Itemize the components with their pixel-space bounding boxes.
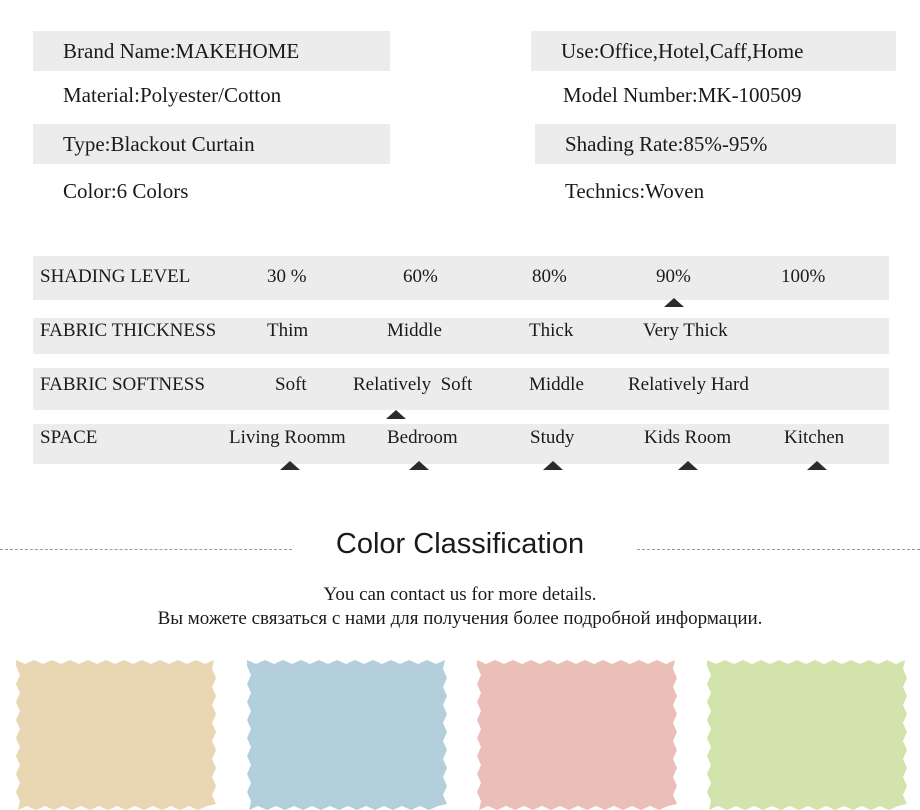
shading-value: 90% <box>656 266 691 287</box>
spec-model <box>533 75 898 115</box>
spec-technics-text: Technics:Woven <box>565 179 705 203</box>
space-value: Study <box>530 427 575 448</box>
fabric-swatch <box>477 660 677 810</box>
spec-use-text: Use:Office,Hotel,Caff,Home <box>561 39 804 63</box>
thickness-value: Thick <box>529 320 574 341</box>
selected-marker-icon <box>409 461 429 470</box>
selected-marker-icon <box>664 298 684 307</box>
spec-material <box>33 75 390 115</box>
level-row-shading <box>33 256 889 300</box>
space-value: Living Roomm <box>229 427 346 448</box>
spec-brand <box>33 31 390 71</box>
fabric-swatch <box>16 660 216 810</box>
spec-model-text: Model Number:MK-100509 <box>563 83 802 107</box>
thickness-value: Very Thick <box>643 320 728 341</box>
level-label-shading: SHADING LEVEL <box>40 266 191 287</box>
level-row-thickness <box>33 318 889 354</box>
shading-value: 60% <box>403 266 438 287</box>
thickness-value: Middle <box>387 320 442 341</box>
space-value: Kids Room <box>644 427 732 448</box>
spec-brand-text: Brand Name:MAKEHOME <box>63 39 300 63</box>
level-row-softness <box>33 368 889 410</box>
selected-marker-icon <box>678 461 698 470</box>
level-label-softness: FABRIC SOFTNESS <box>40 374 205 395</box>
shading-value: 30 % <box>267 266 307 287</box>
softness-value: Relatively Hard <box>628 374 749 395</box>
fabric-swatch <box>247 660 447 810</box>
level-label-space: SPACE <box>40 427 98 448</box>
selected-marker-icon <box>386 410 406 419</box>
level-label-thickness: FABRIC THICKNESS <box>40 320 217 341</box>
contact-note-ru: Вы можете связаться с нами для получения более подробной информации. <box>157 608 763 629</box>
fabric-swatch-shape <box>707 660 907 810</box>
spec-technics <box>535 171 896 211</box>
spec-material-text: Material:Polyester/Cotton <box>63 83 282 107</box>
selected-marker-icon <box>280 461 300 470</box>
spec-shading-rate <box>535 124 896 164</box>
level-row-space <box>33 424 889 464</box>
spec-type-text: Type:Blackout Curtain <box>63 132 255 156</box>
selected-marker-icon <box>543 461 563 470</box>
fabric-swatch-shape <box>477 660 677 810</box>
spec-color <box>33 171 390 211</box>
softness-value: Middle <box>529 374 584 395</box>
fabric-swatch-shape <box>16 660 216 810</box>
section-title: Color Classification <box>335 528 585 560</box>
space-value: Bedroom <box>387 427 458 448</box>
shading-value: 80% <box>532 266 567 287</box>
spec-type <box>33 124 390 164</box>
thickness-value: Thim <box>267 320 309 341</box>
softness-value: Relatively Soft <box>353 374 473 395</box>
shading-value: 100% <box>781 266 826 287</box>
softness-value: Soft <box>275 374 307 395</box>
selected-marker-icon <box>807 461 827 470</box>
space-value: Kitchen <box>784 427 845 448</box>
spec-shading-rate-text: Shading Rate:85%-95% <box>565 132 768 156</box>
spec-use <box>531 31 896 71</box>
fabric-swatch-shape <box>247 660 447 810</box>
spec-color-text: Color:6 Colors <box>63 179 189 203</box>
contact-note-en: You can contact us for more details. <box>323 584 597 605</box>
fabric-swatch <box>707 660 907 810</box>
